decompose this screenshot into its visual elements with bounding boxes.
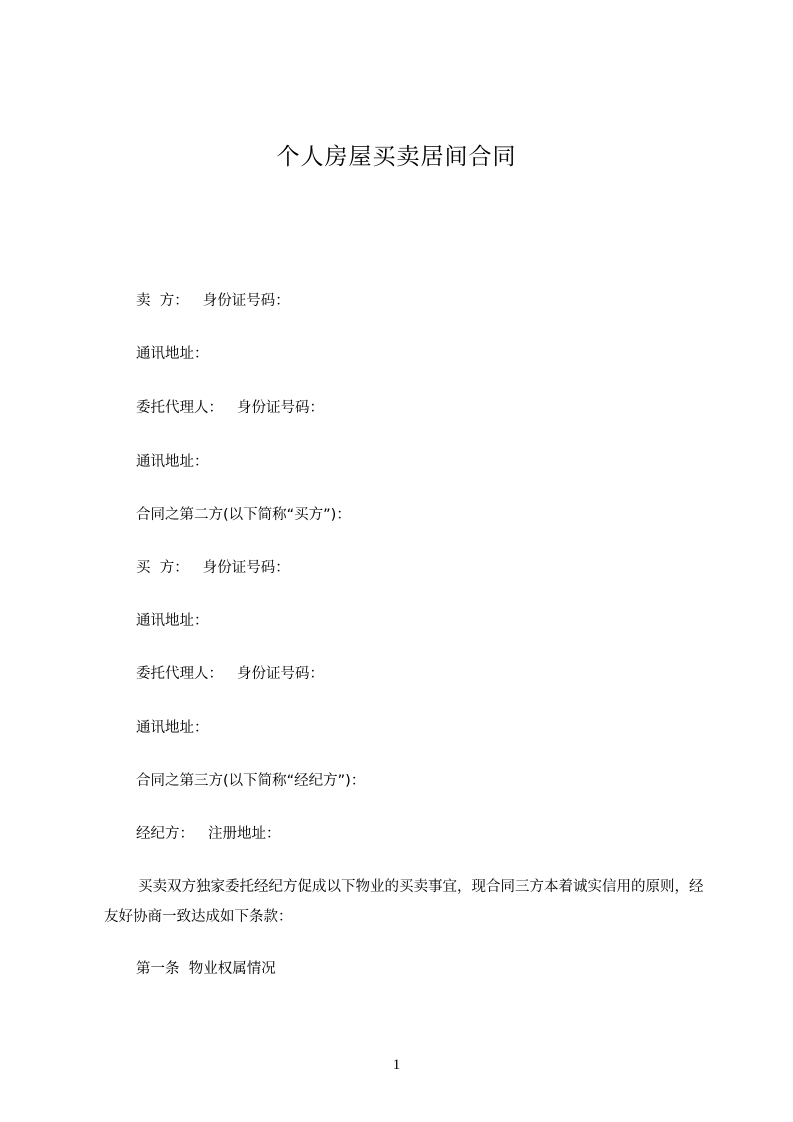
seller-line [136,291,290,311]
document-title: 个人房屋买卖居间合同 [276,144,517,170]
buyer-id-label: 身份证号码： [202,560,290,576]
seller-agent-id-label: 身份证号码： [237,400,324,416]
buyer-line [136,558,290,578]
intro-paragraph [104,872,704,932]
seller-label: 卖 方： [136,293,189,309]
seller-agent-address: 通讯地址： [136,454,209,470]
broker-address-label: 注册地址： [208,826,281,842]
buyer-agent-address: 通讯地址： [136,720,209,736]
intro-paragraph-text: 买卖双方独家委托经纪方促成以下物业的买卖事宜，现合同三方本着诚实信用的原则，经友好协商一致达成如下条款： [104,879,704,925]
page-number: 1 [392,1057,401,1073]
buyer-label: 买 方： [136,560,189,576]
broker-line [136,824,281,844]
party-two-heading: 合同之第二方(以下简称“买方”)： [136,507,351,523]
broker-label: 经纪方： [136,826,194,842]
party-three-heading: 合同之第三方(以下简称“经纪方”)： [136,773,366,789]
buyer-agent-label: 委托代理人： [136,666,223,682]
seller-id-label: 身份证号码： [202,293,290,309]
seller-agent-label: 委托代理人： [136,400,223,416]
buyer-agent-line [136,664,324,684]
buyer-address: 通讯地址： [136,613,209,629]
seller-agent-line [136,398,324,418]
seller-address: 通讯地址： [136,346,209,362]
buyer-agent-id-label: 身份证号码： [237,666,324,682]
article-one-heading: 第一条 物业权属情况 [136,961,276,977]
